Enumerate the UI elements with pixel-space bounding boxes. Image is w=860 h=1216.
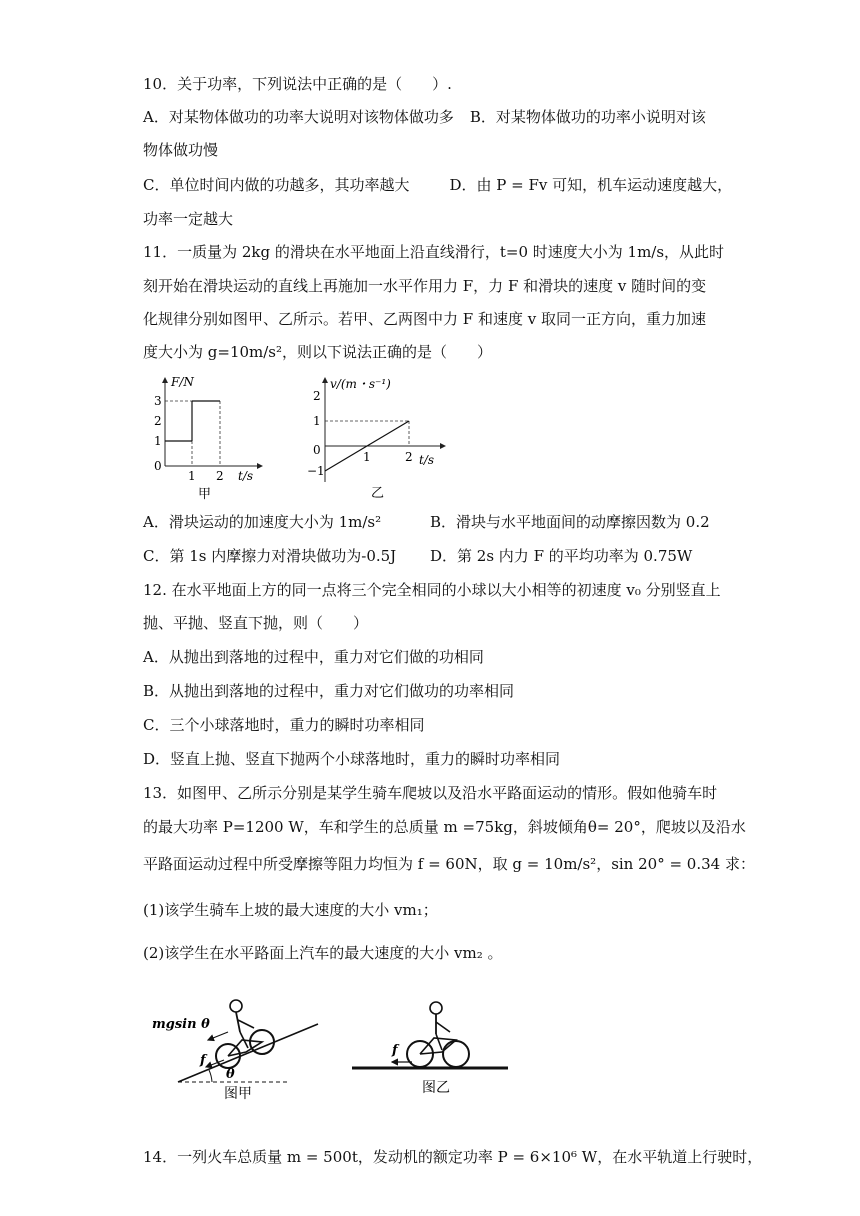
yi-ytick-2: 2 bbox=[313, 389, 321, 403]
q10-option-b-cont: 物体做功慢 bbox=[143, 141, 219, 159]
yi-xtick-1: 1 bbox=[363, 450, 371, 464]
q12-option-d: D．竖直上抛、竖直下抛两个小球落地时，重力的瞬时功率相同 bbox=[143, 750, 561, 768]
q13-stem-line2: 的最大功率 P=1200 W，车和学生的总质量 m =75kg，斜坡倾角θ= 20°，爬坡以及沿水 bbox=[143, 818, 746, 836]
fig-a-angle: θ bbox=[226, 1067, 235, 1082]
q10-option-c: C．单位时间内做的功越多，其功率越大 bbox=[143, 176, 410, 194]
q11-stem-line3: 化规律分别如图甲、乙所示。若甲、乙两图中力 F 和速度 v 取同一正方向，重力加速 bbox=[143, 310, 706, 328]
jia-ytick-0: 0 bbox=[154, 459, 162, 473]
q12-option-c: C．三个小球落地时，重力的瞬时功率相同 bbox=[143, 716, 425, 734]
yi-caption: 乙 bbox=[371, 486, 385, 501]
jia-xtick-2: 2 bbox=[216, 469, 224, 483]
q10-option-d: D．由 P = Fv 可知，机车运动速度越大， bbox=[449, 176, 733, 194]
q11-option-d: D．第 2s 内力 F 的平均功率为 0.75W bbox=[430, 547, 693, 565]
q10-stem: 10．关于功率，下列说法中正确的是（ ）. bbox=[143, 75, 452, 93]
q12-stem-line1: 12. 在水平地面上方的同一点将三个完全相同的小球以大小相等的初速度 v₀ 分别竖直上 bbox=[143, 581, 721, 599]
q12-stem-line2: 抛、平抛、竖直下抛，则（ ） bbox=[143, 614, 369, 632]
q11-stem-line2: 刻开始在滑块运动的直线上再施加一水平作用力 F，力 F 和滑块的速度 v 随时间的变 bbox=[143, 277, 707, 295]
fig-a-force-friction: f bbox=[200, 1053, 206, 1068]
q11-figure-yi bbox=[303, 374, 453, 502]
jia-ytick-2: 2 bbox=[154, 414, 162, 428]
q14-stem-line1: 14．一列火车总质量 m = 500t，发动机的额定功率 P = 6×10⁶ W，在水平轨道上行驶时， bbox=[143, 1148, 763, 1166]
q10-option-a-b bbox=[143, 106, 723, 128]
yi-xtick-2: 2 bbox=[405, 450, 413, 464]
fig-b-caption: 图乙 bbox=[422, 1080, 450, 1096]
q13-sub1: (1)该学生骑车上坡的最大速度的大小 vm₁； bbox=[143, 901, 438, 919]
jia-xtick-1: 1 bbox=[188, 469, 196, 483]
q10-option-b: B．对某物体做功的功率小说明对该 bbox=[469, 108, 706, 126]
q10-option-a: A．对某物体做功的功率大说明对该物体做功多 bbox=[143, 108, 454, 126]
yi-ytick-1: 1 bbox=[313, 414, 321, 428]
q13-figure-b bbox=[350, 1000, 510, 1100]
yi-ylabel: v/(m・s⁻¹) bbox=[330, 377, 391, 391]
q13-stem-line1: 13．如图甲、乙所示分别是某学生骑车爬坡以及沿水平路面运动的情形。假如他骑车时 bbox=[143, 784, 718, 802]
fig-a-caption: 图甲 bbox=[224, 1086, 252, 1102]
jia-caption: 甲 bbox=[198, 487, 212, 502]
q11-stem-line1: 11．一质量为 2kg 的滑块在水平地面上沿直线滑行，t=0 时速度大小为 1m/s，从此时 bbox=[143, 243, 725, 261]
fig-b-force-friction: f bbox=[392, 1043, 398, 1058]
q11-figure-jia bbox=[140, 374, 270, 502]
q11-option-c: C．第 1s 内摩擦力对滑块做功为-0.5J bbox=[143, 547, 397, 565]
q10-option-d-cont: 功率一定越大 bbox=[143, 210, 234, 228]
q13-sub2: (2)该学生在水平路面上汽车的最大速度的大小 vm₂ 。 bbox=[143, 944, 503, 962]
q13-stem-line3: 平路面运动过程中所受摩擦等阻力均恒为 f = 60N，取 g = 10m/s²，sin 20° = 0.34 求： bbox=[143, 855, 755, 873]
jia-ylabel: F/N bbox=[171, 375, 194, 389]
yi-xlabel: t/s bbox=[419, 453, 435, 467]
q11-stem-line4: 度大小为 g=10m/s²，则以下说法正确的是（ ） bbox=[143, 343, 493, 361]
jia-ytick-1: 1 bbox=[154, 434, 162, 448]
q11-option-a: A．滑块运动的加速度大小为 1m/s² bbox=[143, 513, 382, 531]
q12-option-b: B．从抛出到落地的过程中，重力对它们做功的功率相同 bbox=[143, 682, 515, 700]
q13-figure-a bbox=[150, 990, 330, 1102]
yi-ytick-neg1: −1 bbox=[307, 464, 325, 478]
q10-option-c-d bbox=[143, 174, 733, 196]
q12-option-a: A．从抛出到落地的过程中，重力对它们做的功相同 bbox=[143, 648, 484, 666]
q11-option-b: B．滑块与水平地面间的动摩擦因数为 0.2 bbox=[430, 513, 710, 531]
fig-a-force-gravity: mgsin θ bbox=[152, 1017, 210, 1032]
jia-ytick-3: 3 bbox=[154, 394, 162, 408]
yi-ytick-0: 0 bbox=[313, 443, 321, 457]
jia-xlabel: t/s bbox=[238, 469, 254, 483]
